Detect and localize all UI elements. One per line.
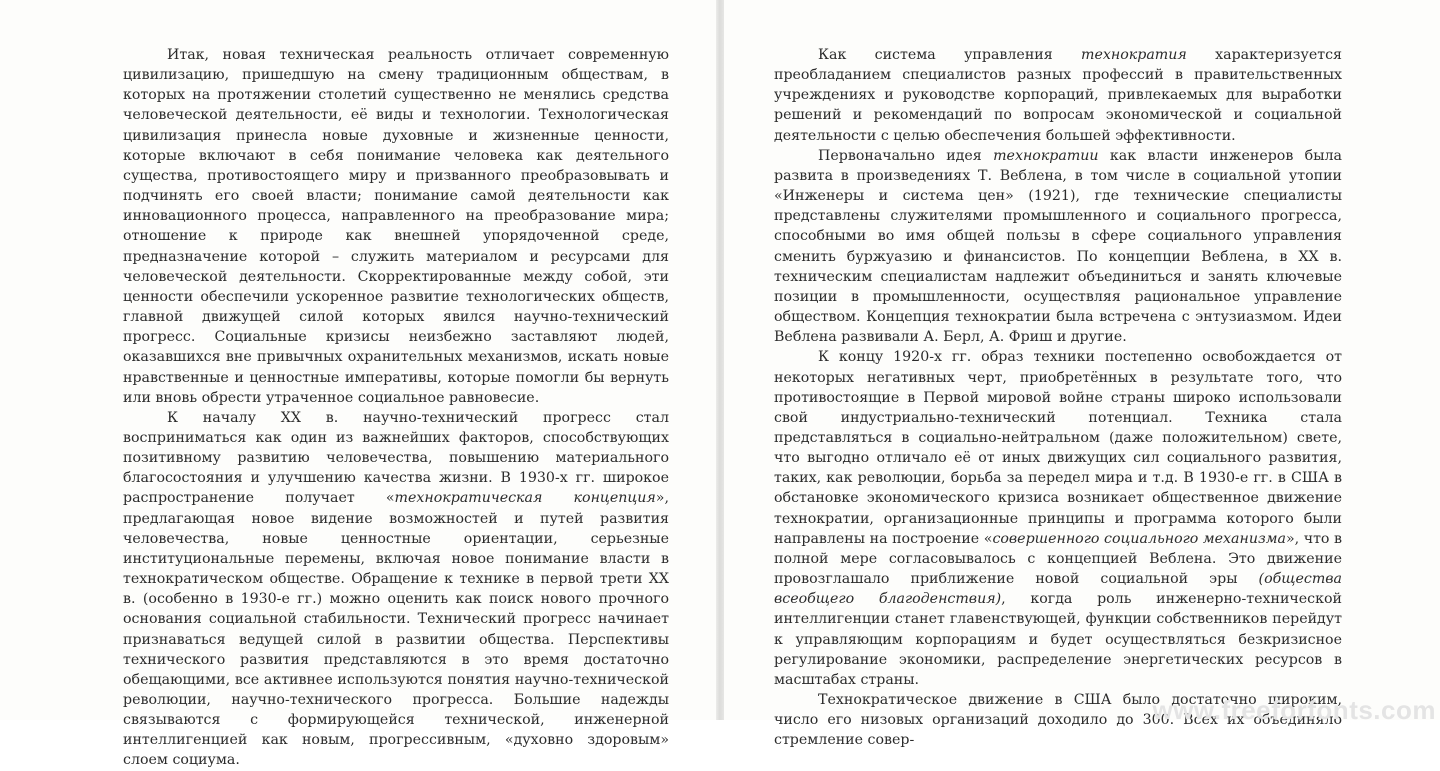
text-run: как власти инженеров была развита в произведениях Т. Веблена, в том числе в социальной утопии «Инженеры и система цен» (1921), где технические специалисты представлены служителями промышленного и социального прогресса, способными во имя общей пользы в сфере социального управления сменить буржуазию и финансистов. По концепции Веблена, в XX в. техническим специалистам надлежит объединиться и занять ключевые позиции в промышленности, осуществляя рациональное управление обществом. Концепция технократии была встречена с энтузиазмом. Идеи Веблена развивали А. Берл, А. Фриш и другие. bbox=[774, 147, 1342, 346]
right-page bbox=[724, 0, 1440, 749]
text-run: , когда роль инженерно-технической интеллигенции станет главенствующей, функции собственников перейдут к управляющим корпорациям и будет осуществляться безкризисное регулирование экономики, распределение энергетических ресурсов в масштабах страны. bbox=[774, 591, 1342, 688]
paragraph bbox=[774, 45, 1342, 146]
text-run: К началу XX в. научно-технический прогресс стал восприниматься как один из важнейших факторов, способствующих позитивному развитию человечества, повышению материального благосостояния и улучшению качества жизни. В 1930-х гг. широкое распространение получает « bbox=[123, 409, 669, 507]
paragraph: Технократическое движение в США было достаточно широким, число его низовых организаций доходило до 300. Всех их объединяло стремление совер- bbox=[774, 692, 1342, 749]
paragraph bbox=[774, 146, 1342, 348]
italic-term: технократии bbox=[993, 147, 1099, 164]
left-page-text bbox=[123, 45, 669, 771]
book-gutter bbox=[716, 0, 724, 720]
italic-term: совершенного социального механизма bbox=[992, 530, 1286, 547]
paragraph bbox=[774, 347, 1342, 690]
watermark: www.freeforfonts.com bbox=[1152, 695, 1436, 725]
italic-term: (общества всеобщего благоденствия) bbox=[774, 571, 1342, 608]
left-page bbox=[0, 0, 716, 769]
italic-term: технократическая концепция bbox=[394, 490, 656, 507]
italic-term: технократия bbox=[1081, 47, 1187, 63]
paragraph: Итак, новая техническая реальность отличает современную цивилизацию, пришедшую на смену традиционным обществам, в которых на протяжении столетий существенно не менялись средства человеческой деятельности, её виды и технологии. Технологическая цивилизация принесла новые духовные и жизненные ценности, которые включают в себя понимание человека как деятельного существа, противостоящего миру и призванного преобразовывать и подчинять его своей власти; понимание самой деятельности как инновационного процесса, направленного на преобразование мира; отношение к природе как внешней упорядоченной среде, предназначение которой – служить материалом и ресурсами для человеческой деятельности. Скорректированные между собой, эти ценности обеспечили ускоренное развитие технологических обществ, главной движущей силой которых явился научно-технический прогресс. Социальные кризисы неизбежно заставляют людей, оказавшихся вне привычных охранительных механизмов, искать новые нравственные и ценностные императивы, которые помогли бы вернуть или вновь обрести утраченное социальное равновесие. bbox=[123, 47, 669, 406]
text-run: », предлагающая новое видение возможностей и путей развития человечества, новые ценностные ориентации, серьезные институциональные перемены, включая новое понимание власти в технократическом обществе. Обращение к технике в первой трети XX в. (особенно в 1930-е гг.) можно оценить как поиск нового прочного основания социальной стабильности. Технический прогресс начинает признаваться ведущей силой в развитии общества. Перспективы технического развития представляются в это время достаточно обещающими, все активнее используются понятия научно-технической революции, научно-технического прогресса. Большие надежды связываются с формирующейся технической, инженерной интеллигенцией как новым, прогрессивным, «духовно здоровым» слоем социума. bbox=[123, 490, 669, 769]
text-run: Как система управления bbox=[818, 47, 1082, 63]
right-page-text bbox=[774, 45, 1342, 750]
text-run: характеризуется преобладанием специалистов разных профессий в правительственных учреждениях и руководстве корпораций, привлекаемых для выработки решений и рекомендаций по вопросам экономической и социальной деятельности с целью обеспечения большей эффективности. bbox=[774, 47, 1343, 144]
text-run: Первоначально идея bbox=[818, 147, 994, 164]
paragraph bbox=[123, 408, 669, 771]
text-run: », что в полной мере согласовывалось с концепцией Веблена. Это движение провозглашало приближение новой социальной эры bbox=[774, 530, 1343, 588]
text-run: К концу 1920-х гг. образ техники постепенно освобождается от некоторых негативных черт, приобретённых в результате того, что противостоящие в Первой мировой войне страны широко использовали свой индустриально-технический потенциал. Техника стала представляться в социально-нейтральном (даже положительном) свете, что выгодно отличало её от иных движущих сил социального развития, таких, как революции, борьба за передел мира и т.д. В 1930-е гг. в США в обстановке экономического кризиса возникает общественное движение технократии, организационные принципы и программа которого были направлены на построение « bbox=[774, 349, 1342, 547]
